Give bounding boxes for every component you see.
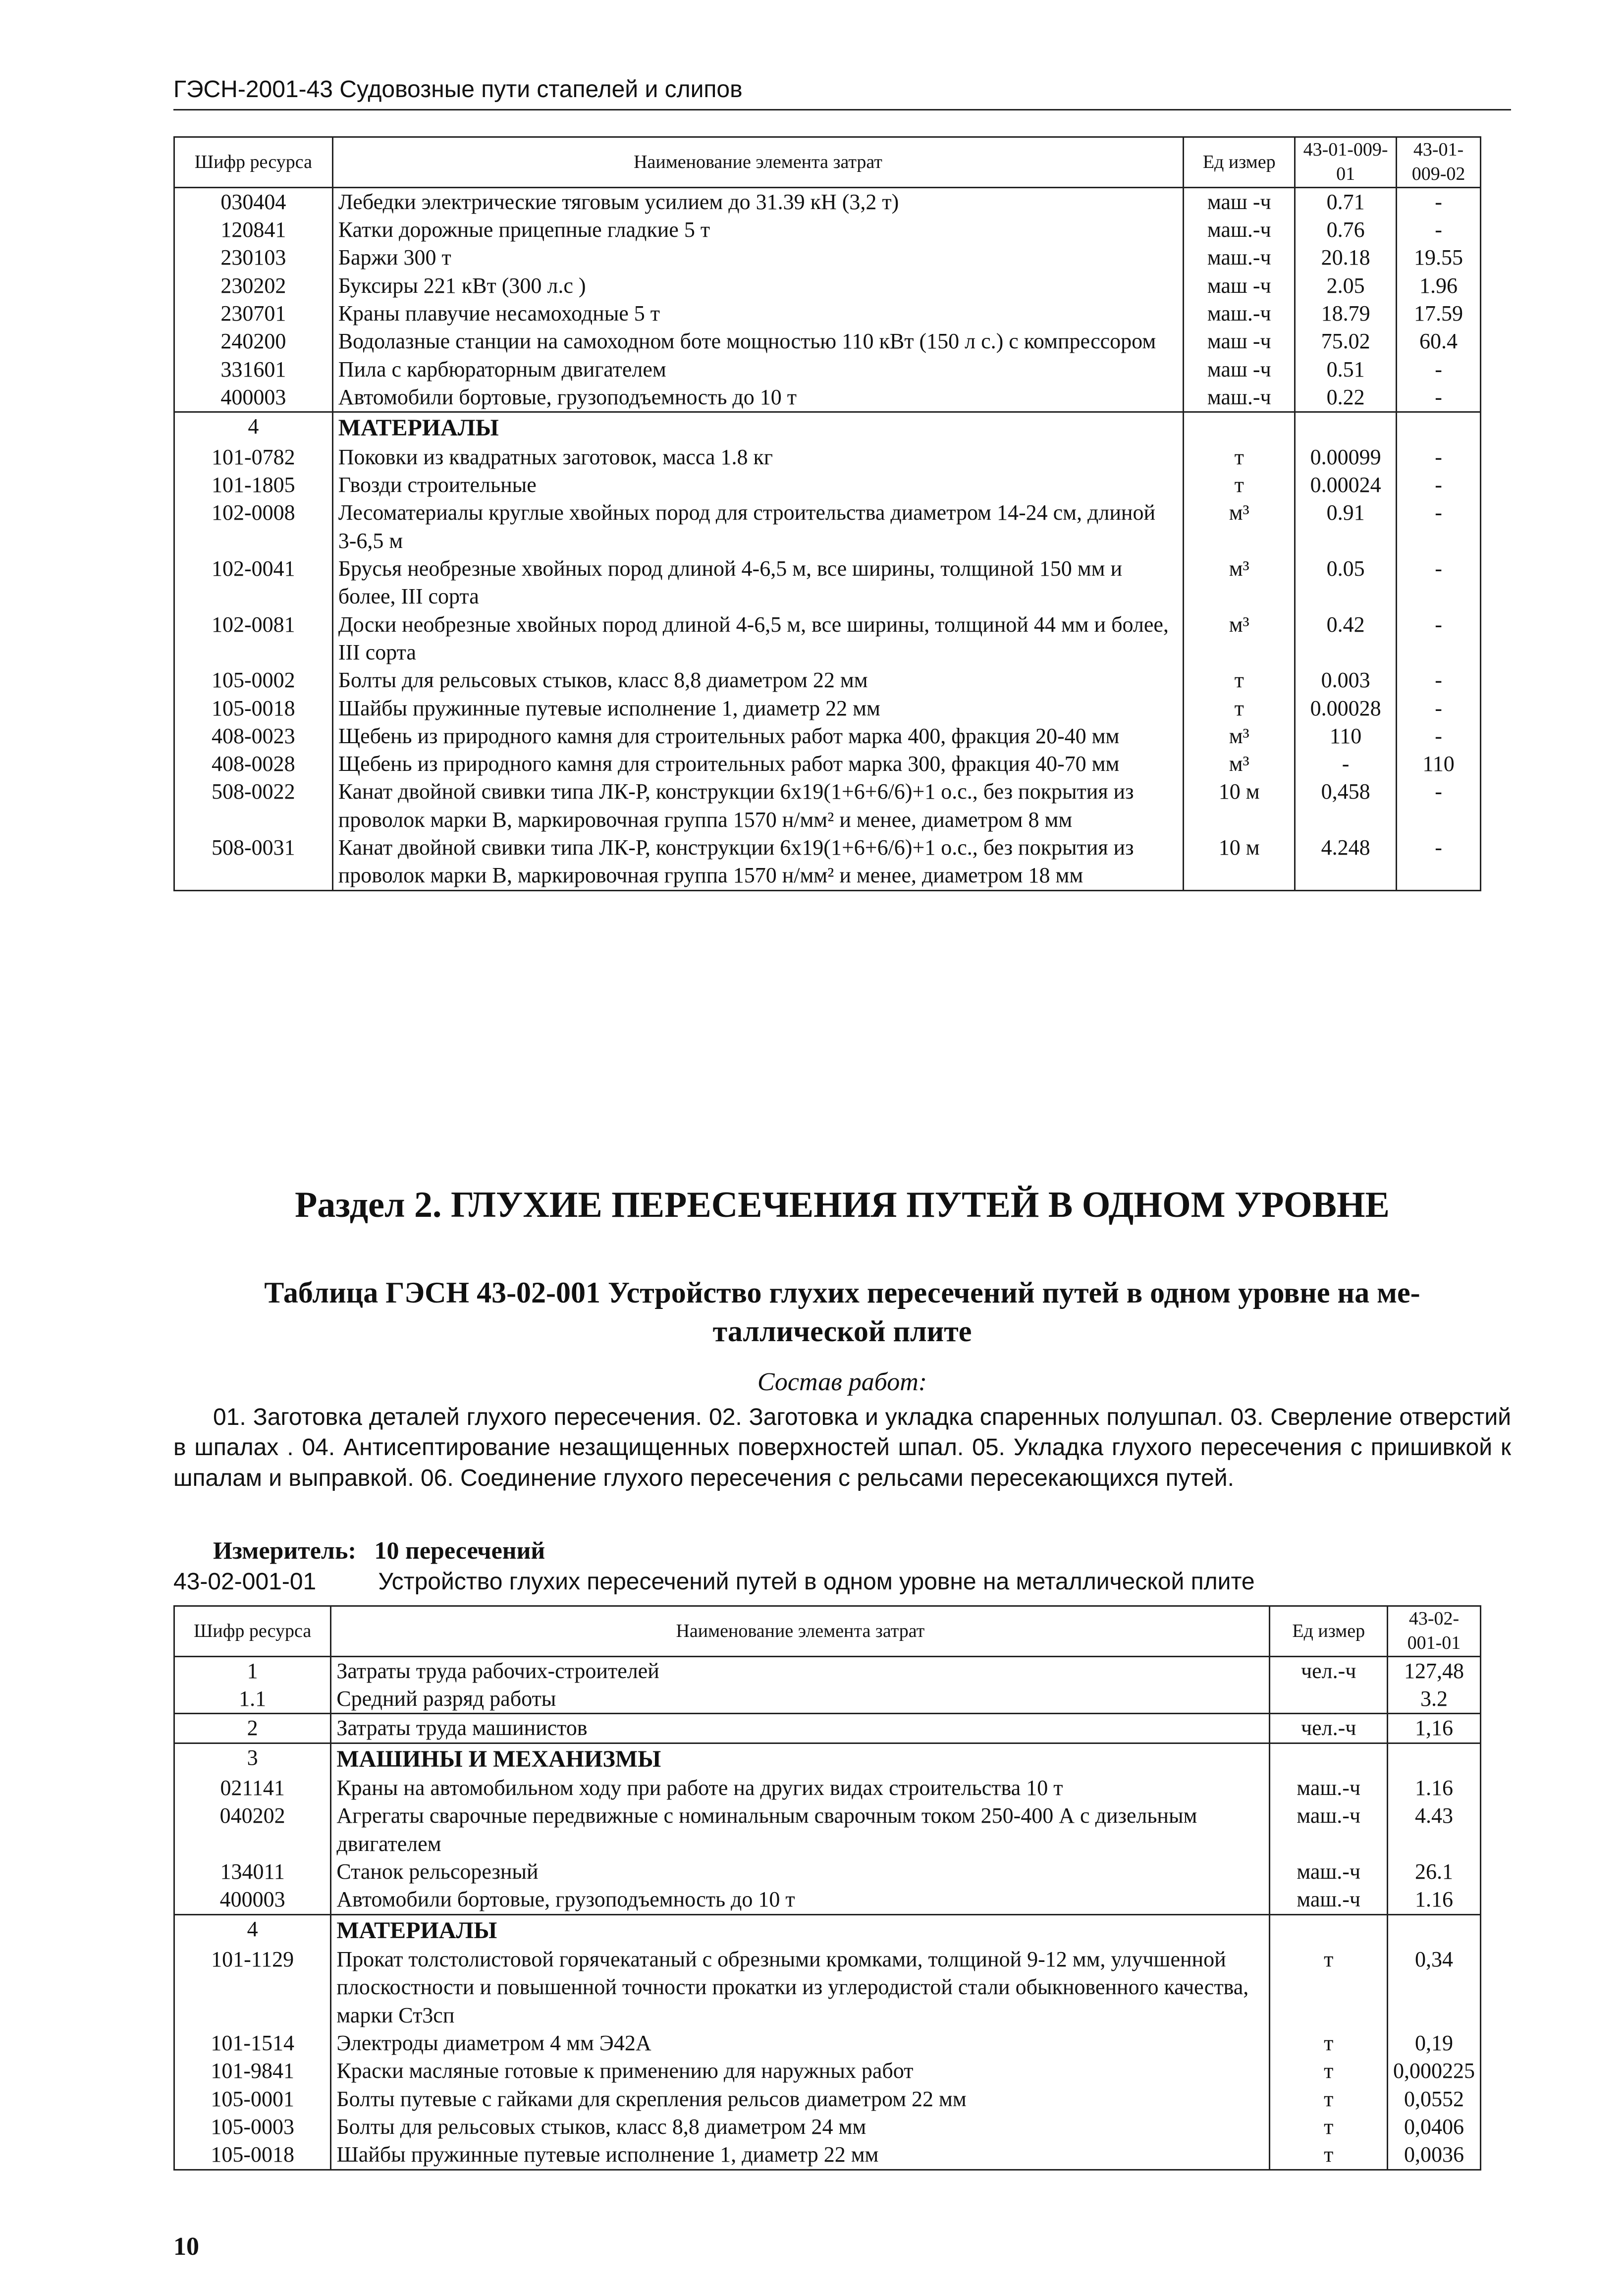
value-cell-43-02-001-01 bbox=[1387, 1914, 1480, 1946]
resource-name-cell: Шайбы пружинные путевые исполнение 1, диаметр 22 мм bbox=[331, 2141, 1270, 2170]
measure-value: 10 пересечений bbox=[374, 1536, 545, 1564]
table1-header-row bbox=[174, 137, 1481, 188]
resource-name-cell: Пила с карбюраторным двигателем bbox=[332, 356, 1184, 383]
value-cell-43-01-009-02: - bbox=[1397, 471, 1481, 499]
unit-cell: т bbox=[1184, 695, 1295, 722]
page-header: ГЭСН-2001-43 Судовозные пути стапелей и слипов bbox=[173, 74, 1511, 110]
value-cell-43-02-001-01: 0,19 bbox=[1387, 2029, 1480, 2057]
value-cell-43-01-009-01: 2.05 bbox=[1295, 272, 1397, 300]
unit-cell: маш.-ч bbox=[1184, 383, 1295, 412]
table-title bbox=[173, 1273, 1511, 1351]
unit-cell bbox=[1270, 1685, 1388, 1714]
norm-code-line bbox=[173, 1568, 1511, 1595]
unit-cell: маш -ч bbox=[1184, 272, 1295, 300]
resource-code-cell: 102-0008 bbox=[174, 499, 333, 555]
resource-code-cell: 408-0023 bbox=[174, 722, 333, 750]
resource-code-cell: 120841 bbox=[174, 216, 333, 244]
resource-name-cell: Буксиры 221 кВт (300 л.с ) bbox=[332, 272, 1184, 300]
table-title-line-1: Таблица ГЭСН 43-02-001 Устройство глухих пересечений путей в одном уровне на ме- bbox=[264, 1276, 1420, 1309]
resource-code-cell: 101-1129 bbox=[174, 1946, 331, 2029]
table-row bbox=[174, 216, 1481, 244]
value-cell-43-02-001-01: 26.1 bbox=[1387, 1858, 1480, 1886]
resource-code-cell: 408-0028 bbox=[174, 750, 333, 778]
value-cell-43-01-009-01: 0.00099 bbox=[1295, 443, 1397, 471]
value-cell-43-01-009-01: 0,458 bbox=[1295, 778, 1397, 834]
table-row bbox=[174, 471, 1481, 499]
value-cell-43-01-009-01: - bbox=[1295, 750, 1397, 778]
resource-name-cell: Доски необрезные хвойных пород длиной 4-6,5 м, все ширины, толщиной 44 мм и более, III сорта bbox=[332, 611, 1184, 667]
resource-code-cell: 4 bbox=[174, 1914, 331, 1946]
table-row bbox=[174, 443, 1481, 471]
table-row bbox=[174, 1743, 1481, 1774]
resource-code-cell: 1 bbox=[174, 1656, 331, 1685]
table-row bbox=[174, 1802, 1481, 1858]
value-cell-43-02-001-01: 0,000225 bbox=[1387, 2057, 1480, 2085]
resource-name-cell: Канат двойной свивки типа ЛК-Р, конструкции 6x19(1+6+6/6)+1 о.с., без покрытия из проволок марки В, маркировочная группа 1570 н/мм² и менее, диаметром 18 мм bbox=[332, 834, 1184, 890]
table-row bbox=[174, 750, 1481, 778]
unit-cell: маш -ч bbox=[1184, 327, 1295, 355]
resource-code-cell: 230701 bbox=[174, 300, 333, 327]
resource-code-cell: 230103 bbox=[174, 244, 333, 272]
resource-code-cell: 102-0041 bbox=[174, 555, 333, 611]
value-cell-43-01-009-02: - bbox=[1397, 555, 1481, 611]
value-cell-43-01-009-01: 75.02 bbox=[1295, 327, 1397, 355]
table-row bbox=[174, 1714, 1481, 1743]
resource-code-cell: 105-0003 bbox=[174, 2113, 331, 2141]
value-cell-43-01-009-02: - bbox=[1397, 778, 1481, 834]
resource-name-cell: Брусья необрезные хвойных пород длиной 4-6,5 м, все ширины, толщиной 150 мм и более, III сорта bbox=[332, 555, 1184, 611]
col-header-code: Шифр ресурса bbox=[174, 137, 333, 188]
table-row bbox=[174, 1685, 1481, 1714]
unit-cell: маш -ч bbox=[1184, 187, 1295, 216]
value-cell-43-01-009-02 bbox=[1397, 412, 1481, 443]
value-cell-43-02-001-01: 1,16 bbox=[1387, 1714, 1480, 1743]
table-row bbox=[174, 300, 1481, 327]
col-header-43-02-001-01: 43-02-001-01 bbox=[1387, 1606, 1480, 1657]
resource-name-cell: Водолазные станции на самоходном боте мощностью 110 кВт (150 л с.) с компрессором bbox=[332, 327, 1184, 355]
resource-name-cell: Баржи 300 т bbox=[332, 244, 1184, 272]
table-row bbox=[174, 722, 1481, 750]
unit-cell: т bbox=[1270, 1946, 1388, 2029]
resource-code-cell: 331601 bbox=[174, 356, 333, 383]
resource-code-cell: 3 bbox=[174, 1743, 331, 1774]
unit-cell: 10 м bbox=[1184, 834, 1295, 890]
resource-code-cell: 105-0018 bbox=[174, 2141, 331, 2170]
unit-cell: маш.-ч bbox=[1270, 1886, 1388, 1914]
resource-name-cell: Болты путевые с гайками для скрепления рельсов диаметром 22 мм bbox=[331, 2085, 1270, 2113]
table-row bbox=[174, 187, 1481, 216]
unit-cell: маш.-ч bbox=[1184, 216, 1295, 244]
table-row bbox=[174, 2141, 1481, 2170]
page-number: 10 bbox=[173, 2232, 199, 2261]
col-header-name: Наименование элемента затрат bbox=[332, 137, 1184, 188]
value-cell-43-01-009-01: 0.42 bbox=[1295, 611, 1397, 667]
unit-cell: т bbox=[1270, 2113, 1388, 2141]
table-row bbox=[174, 272, 1481, 300]
resource-code-cell: 2 bbox=[174, 1714, 331, 1743]
resource-code-cell: 040202 bbox=[174, 1802, 331, 1858]
resource-table-2 bbox=[173, 1605, 1481, 2171]
resource-code-cell: 101-1514 bbox=[174, 2029, 331, 2057]
unit-cell: т bbox=[1184, 443, 1295, 471]
table-row bbox=[174, 1886, 1481, 1914]
value-cell-43-01-009-02: 1.96 bbox=[1397, 272, 1481, 300]
unit-cell: маш -ч bbox=[1184, 356, 1295, 383]
resource-code-cell: 101-0782 bbox=[174, 443, 333, 471]
resource-name-cell: МАТЕРИАЛЫ bbox=[332, 412, 1184, 443]
value-cell-43-01-009-02: - bbox=[1397, 216, 1481, 244]
value-cell-43-02-001-01: 0,34 bbox=[1387, 1946, 1480, 2029]
value-cell-43-01-009-01: 0.91 bbox=[1295, 499, 1397, 555]
value-cell-43-01-009-01: 0.71 bbox=[1295, 187, 1397, 216]
value-cell-43-01-009-01: 0.00024 bbox=[1295, 471, 1397, 499]
unit-cell: маш.-ч bbox=[1270, 1802, 1388, 1858]
table-row bbox=[174, 1858, 1481, 1886]
unit-cell: маш.-ч bbox=[1184, 300, 1295, 327]
resource-code-cell: 021141 bbox=[174, 1774, 331, 1802]
resource-code-cell: 105-0002 bbox=[174, 666, 333, 694]
value-cell-43-01-009-01: 0.00028 bbox=[1295, 695, 1397, 722]
value-cell-43-02-001-01: 3.2 bbox=[1387, 1685, 1480, 1714]
unit-cell: т bbox=[1270, 2141, 1388, 2170]
unit-cell: т bbox=[1184, 471, 1295, 499]
value-cell-43-01-009-01: 20.18 bbox=[1295, 244, 1397, 272]
value-cell-43-02-001-01: 127,48 bbox=[1387, 1656, 1480, 1685]
value-cell-43-02-001-01: 4.43 bbox=[1387, 1802, 1480, 1858]
unit-cell: 10 м bbox=[1184, 778, 1295, 834]
col-header-name: Наименование элемента затрат bbox=[331, 1606, 1270, 1657]
norm-code: 43-02-001-01 bbox=[173, 1569, 317, 1595]
resource-name-cell: Щебень из природного камня для строительных работ марка 400, фракция 20-40 мм bbox=[332, 722, 1184, 750]
resource-code-cell: 105-0018 bbox=[174, 695, 333, 722]
table-row bbox=[174, 327, 1481, 355]
table-row bbox=[174, 1914, 1481, 1946]
value-cell-43-01-009-01: 4.248 bbox=[1295, 834, 1397, 890]
value-cell-43-01-009-02: - bbox=[1397, 383, 1481, 412]
resource-code-cell: 1.1 bbox=[174, 1685, 331, 1714]
resource-name-cell: Затраты труда машинистов bbox=[331, 1714, 1270, 1743]
resource-code-cell: 102-0081 bbox=[174, 611, 333, 667]
resource-name-cell: Лесоматериалы круглые хвойных пород для строительства диаметром 14-24 см, длиной 3-6,5 м bbox=[332, 499, 1184, 555]
resource-name-cell: Болты для рельсовых стыков, класс 8,8 диаметром 24 мм bbox=[331, 2113, 1270, 2141]
value-cell-43-01-009-02: - bbox=[1397, 499, 1481, 555]
resource-name-cell: МАШИНЫ И МЕХАНИЗМЫ bbox=[331, 1743, 1270, 1774]
value-cell-43-01-009-02: - bbox=[1397, 356, 1481, 383]
value-cell-43-01-009-02: - bbox=[1397, 611, 1481, 667]
unit-cell: м³ bbox=[1184, 750, 1295, 778]
table-row bbox=[174, 2029, 1481, 2057]
measure-line bbox=[213, 1536, 545, 1565]
resource-name-cell: Агрегаты сварочные передвижные с номинальным сварочным током 250-400 А с дизельным двигателем bbox=[331, 1802, 1270, 1858]
resource-name-cell: Канат двойной свивки типа ЛК-Р, конструкции 6x19(1+6+6/6)+1 о.с., без покрытия из проволок марки В, маркировочная группа 1570 н/мм² и менее, диаметром 8 мм bbox=[332, 778, 1184, 834]
table-row bbox=[174, 412, 1481, 443]
table2-body bbox=[174, 1656, 1481, 2170]
resource-name-cell: Краски масляные готовые к применению для наружных работ bbox=[331, 2057, 1270, 2085]
resource-code-cell: 240200 bbox=[174, 327, 333, 355]
resource-code-cell: 101-1805 bbox=[174, 471, 333, 499]
unit-cell: маш.-ч bbox=[1270, 1774, 1388, 1802]
unit-cell bbox=[1184, 412, 1295, 443]
table-row bbox=[174, 695, 1481, 722]
col-header-unit: Ед измер bbox=[1270, 1606, 1388, 1657]
resource-name-cell: Краны плавучие несамоходные 5 т bbox=[332, 300, 1184, 327]
col-header-unit: Ед измер bbox=[1184, 137, 1295, 188]
composition-heading: Состав работ: bbox=[757, 1368, 927, 1396]
col-header-43-01-009-02: 43-01-009-02 bbox=[1397, 137, 1481, 188]
value-cell-43-02-001-01: 0,0406 bbox=[1387, 2113, 1480, 2141]
resource-name-cell: Краны на автомобильном ходу при работе на других видах строительства 10 т bbox=[331, 1774, 1270, 1802]
value-cell-43-01-009-02: - bbox=[1397, 695, 1481, 722]
resource-code-cell: 101-9841 bbox=[174, 2057, 331, 2085]
value-cell-43-02-001-01: 0,0552 bbox=[1387, 2085, 1480, 2113]
resource-name-cell: Затраты труда рабочих-строителей bbox=[331, 1656, 1270, 1685]
unit-cell: м³ bbox=[1184, 722, 1295, 750]
col-header-code: Шифр ресурса bbox=[174, 1606, 331, 1657]
table-row bbox=[174, 834, 1481, 890]
value-cell-43-01-009-01: 0.05 bbox=[1295, 555, 1397, 611]
unit-cell: т bbox=[1270, 2085, 1388, 2113]
unit-cell: маш.-ч bbox=[1270, 1858, 1388, 1886]
value-cell-43-02-001-01: 1.16 bbox=[1387, 1886, 1480, 1914]
resource-code-cell: 105-0001 bbox=[174, 2085, 331, 2113]
value-cell-43-01-009-01 bbox=[1295, 412, 1397, 443]
value-cell-43-02-001-01: 1.16 bbox=[1387, 1774, 1480, 1802]
resource-name-cell: Болты для рельсовых стыков, класс 8,8 диаметром 22 мм bbox=[332, 666, 1184, 694]
table-row bbox=[174, 499, 1481, 555]
table-row bbox=[174, 356, 1481, 383]
table-row bbox=[174, 666, 1481, 694]
resource-name-cell: Лебедки электрические тяговым усилием до 31.39 кН (3,2 т) bbox=[332, 187, 1184, 216]
section-title: Раздел 2. ГЛУХИЕ ПЕРЕСЕЧЕНИЯ ПУТЕЙ В ОДНОМ УРОВНЕ bbox=[295, 1185, 1390, 1225]
document-page bbox=[173, 74, 1511, 2261]
value-cell-43-01-009-02: - bbox=[1397, 443, 1481, 471]
value-cell-43-02-001-01 bbox=[1387, 1743, 1480, 1774]
table-row bbox=[174, 2085, 1481, 2113]
resource-name-cell: Средний разряд работы bbox=[331, 1685, 1270, 1714]
resource-name-cell: Станок рельсорезный bbox=[331, 1858, 1270, 1886]
value-cell-43-01-009-01: 0.51 bbox=[1295, 356, 1397, 383]
unit-cell: чел.-ч bbox=[1270, 1656, 1388, 1685]
unit-cell: т bbox=[1270, 2029, 1388, 2057]
value-cell-43-01-009-01: 0.22 bbox=[1295, 383, 1397, 412]
table-row bbox=[174, 2113, 1481, 2141]
unit-cell: м³ bbox=[1184, 555, 1295, 611]
value-cell-43-01-009-02: 60.4 bbox=[1397, 327, 1481, 355]
value-cell-43-01-009-02: - bbox=[1397, 187, 1481, 216]
unit-cell: м³ bbox=[1184, 499, 1295, 555]
value-cell-43-01-009-02: 17.59 bbox=[1397, 300, 1481, 327]
unit-cell: маш.-ч bbox=[1184, 244, 1295, 272]
value-cell-43-01-009-01: 110 bbox=[1295, 722, 1397, 750]
table-row bbox=[174, 778, 1481, 834]
unit-cell: м³ bbox=[1184, 611, 1295, 667]
col-header-43-01-009-01: 43-01-009-01 bbox=[1295, 137, 1397, 188]
table1-body bbox=[174, 187, 1481, 890]
resource-name-cell: Автомобили бортовые, грузоподъемность до 10 т bbox=[331, 1886, 1270, 1914]
table-row bbox=[174, 555, 1481, 611]
resource-name-cell: Поковки из квадратных заготовок, масса 1.8 кг bbox=[332, 443, 1184, 471]
resource-name-cell: Щебень из природного камня для строительных работ марка 300, фракция 40-70 мм bbox=[332, 750, 1184, 778]
resource-code-cell: 508-0022 bbox=[174, 778, 333, 834]
resource-table-1 bbox=[173, 136, 1481, 891]
resource-code-cell: 030404 bbox=[174, 187, 333, 216]
table-row bbox=[174, 1656, 1481, 1685]
value-cell-43-01-009-01: 0.76 bbox=[1295, 216, 1397, 244]
table2-header-row bbox=[174, 1606, 1481, 1657]
norm-description: Устройство глухих пересечений путей в одном уровне на металлической плите bbox=[378, 1569, 1255, 1595]
resource-code-cell: 134011 bbox=[174, 1858, 331, 1886]
resource-name-cell: Шайбы пружинные путевые исполнение 1, диаметр 22 мм bbox=[332, 695, 1184, 722]
unit-cell bbox=[1270, 1914, 1388, 1946]
value-cell-43-01-009-02: - bbox=[1397, 834, 1481, 890]
table-row bbox=[174, 244, 1481, 272]
resource-code-cell: 508-0031 bbox=[174, 834, 333, 890]
table-title-line-2: таллической плите bbox=[712, 1315, 972, 1348]
table-row bbox=[174, 1774, 1481, 1802]
composition-text: 01. Заготовка деталей глухого пересечения. 02. Заготовка и укладка спаренных полушпал. 03. Сверление отверстий в шпалах . 04. Антисептирование незащищенных поверхностей шпал. 05. Укладка глухого пересечения с пришивкой к шпалам и выправкой. 06. Соединение глухого пересечения с рельсами пересекающихся путей. bbox=[173, 1404, 1511, 1491]
resource-code-cell: 230202 bbox=[174, 272, 333, 300]
unit-cell: чел.-ч bbox=[1270, 1714, 1388, 1743]
resource-name-cell: Катки дорожные прицепные гладкие 5 т bbox=[332, 216, 1184, 244]
value-cell-43-02-001-01: 0,0036 bbox=[1387, 2141, 1480, 2170]
value-cell-43-01-009-02: - bbox=[1397, 722, 1481, 750]
value-cell-43-01-009-02: 110 bbox=[1397, 750, 1481, 778]
measure-label: Измеритель: bbox=[213, 1536, 357, 1564]
resource-name-cell: Прокат толстолистовой горячекатаный с обрезными кромками, толщиной 9-12 мм, улучшенной плоскостности и повышенной точности прокатки из углеродистой стали обыкновенного качества, марки Ст3сп bbox=[331, 1946, 1270, 2029]
resource-name-cell: МАТЕРИАЛЫ bbox=[331, 1914, 1270, 1946]
resource-name-cell: Автомобили бортовые, грузоподъемность до 10 т bbox=[332, 383, 1184, 412]
table-row bbox=[174, 611, 1481, 667]
value-cell-43-01-009-02: - bbox=[1397, 666, 1481, 694]
value-cell-43-01-009-01: 18.79 bbox=[1295, 300, 1397, 327]
value-cell-43-01-009-01: 0.003 bbox=[1295, 666, 1397, 694]
resource-code-cell: 4 bbox=[174, 412, 333, 443]
unit-cell bbox=[1270, 1743, 1388, 1774]
table-row bbox=[174, 1946, 1481, 2029]
resource-name-cell: Электроды диаметром 4 мм Э42А bbox=[331, 2029, 1270, 2057]
unit-cell: т bbox=[1184, 666, 1295, 694]
table-row bbox=[174, 2057, 1481, 2085]
resource-name-cell: Гвозди строительные bbox=[332, 471, 1184, 499]
resource-code-cell: 400003 bbox=[174, 1886, 331, 1914]
unit-cell: т bbox=[1270, 2057, 1388, 2085]
value-cell-43-01-009-02: 19.55 bbox=[1397, 244, 1481, 272]
resource-code-cell: 400003 bbox=[174, 383, 333, 412]
table-row bbox=[174, 383, 1481, 412]
